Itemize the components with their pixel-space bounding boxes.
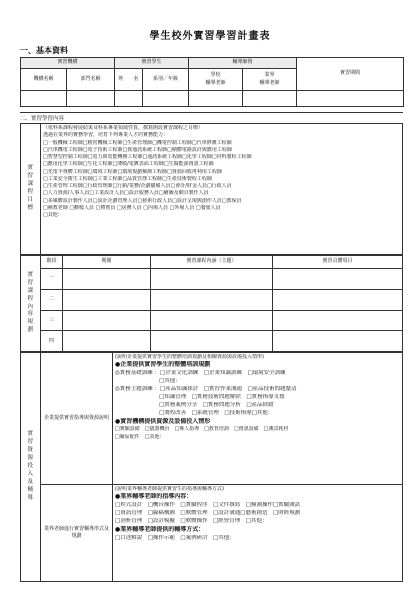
period-value[interactable] — [297, 91, 404, 107]
goal-label: 實 習 課 程 目 標 — [21, 124, 41, 255]
plan-stage: 四 — [41, 331, 63, 352]
goal-table — [20, 123, 403, 255]
group-student-header: 實習學生 — [115, 58, 189, 69]
plan-stage: 二 — [41, 289, 63, 310]
guide-heading: ●業界輔導老師的指導內容： — [115, 493, 193, 501]
goal-checkbox-line[interactable]: □生產管理工程師□行政管理師□行銷/業務/企劃儲備人員□會計/財金人員□行政人員 — [43, 183, 232, 189]
plan-cell[interactable] — [63, 269, 151, 290]
period-header: 實習期間 — [297, 58, 404, 91]
goal-line: （依科系課程發展結果及科系專業領域性質，撰寫開設實習課程之目標） — [43, 125, 204, 131]
corp-checkbox-line[interactable]: □知識管理 □實務技術問題解除 □實務指導支援 — [115, 393, 285, 400]
goal-checkbox-line[interactable]: □智慧型控制工程師□電力與電能轉換工程師□通訊系統工程師□化學工程師□材料製程工程師 — [43, 154, 252, 160]
plan-cell[interactable] — [151, 310, 273, 331]
resources-label: 實 習 資 源 投 入 及 輔 導 — [21, 353, 41, 582]
corp-checkbox-line[interactable]: □廠區配件 □其他： — [115, 433, 165, 440]
plan-cell[interactable] — [63, 289, 151, 310]
goal-checkbox-line[interactable]: □一般機械工程師□精密機械工程師□生產管理師□機電控制工程師□汽車修護工程師 — [43, 139, 232, 146]
corp-support-content — [113, 353, 403, 485]
goal-checkbox-line[interactable]: □汽車機電工程師□電子技術工程師□資通訊系統工程師□積體電路設計與應用工程師 — [43, 146, 232, 153]
guide-heading: ●業界輔導老師提供的輔導方式： — [115, 525, 205, 533]
corp-checkbox-line[interactable]: ◎實務主題訓練 ：□產品知識探討 □實習作業溝通 □產品技術問題釐清 — [115, 385, 297, 392]
goal-checkbox-line[interactable]: □應用化學工程師□生化工程師□薄膜/電鍍表面工程師□生醫能源資訊工程師 — [43, 161, 214, 168]
corp-checkbox-line[interactable]: □實驗設備 □儀器機台 □專人指導 □教育培訓 □資訊設備 □測試耗材 — [115, 426, 289, 433]
goal-checkbox-line[interactable]: □工業安全衛生工程師□工業工程師□品質管理工程師□生產技術製程工程師 — [43, 175, 212, 182]
basic-info-table — [20, 57, 404, 107]
guide-checkbox-line[interactable]: □剖析管理 □設計模擬 □軟體操作 □經營管理 □其他： — [115, 517, 268, 524]
group-teacher-header: 輔導師資 — [189, 58, 297, 69]
industry-teacher-label: 業界 輔導老師 — [243, 69, 297, 91]
corp-heading: ●企業提供實習學生的整體培訓規劃 — [115, 361, 211, 369]
org-name-label: 機構名稱 — [21, 69, 67, 91]
plan-header-items: 實習具體項目 — [273, 256, 403, 269]
school-teacher-label: 學校 輔導老師 — [189, 69, 243, 91]
guide-checkbox-line[interactable]: □資訊管理 □線稿構圖 □軟體管理 □設計溝通□藝術創造 □財經規劃 — [115, 509, 301, 516]
org-name-value[interactable] — [21, 91, 67, 107]
section-divider — [20, 112, 403, 113]
corp-heading: ●實習機構提供資源及設備投入情形 — [115, 417, 211, 425]
plan-stage: 一 — [41, 269, 63, 290]
goal-checkbox-line[interactable]: □補教老師 □櫃檯人員 □禮賓員 □房務人員 □內場人員 □外場人員 □餐旅人員 — [43, 204, 221, 211]
plan-cell[interactable] — [273, 331, 403, 352]
plan-stage: 三 — [41, 310, 63, 331]
goal-checkbox-line[interactable]: □光電半導體工程師□環境工程師□環境規劃檢測工程師□資源回收再利用工程師 — [43, 168, 222, 175]
student-name-value[interactable] — [115, 91, 143, 107]
plan-cell[interactable] — [63, 331, 151, 352]
corp-checkbox-line[interactable]: □實務案例分享 □實務問題分析 □產品除錯 — [115, 401, 274, 408]
plan-cell[interactable] — [63, 310, 151, 331]
plan-header-stage: 階段 — [41, 256, 63, 269]
plan-table — [20, 255, 403, 352]
goal-checkbox-line[interactable]: □其他： — [43, 212, 63, 218]
guide-checkbox-line[interactable]: □程式設計 □機台操作 □實驗程序 □文件撰寫 □檢測操作□實驗測試 — [115, 501, 301, 508]
plan-header-period: 期間 — [63, 256, 151, 269]
plan-cell[interactable] — [273, 269, 403, 290]
plan-cell[interactable] — [273, 310, 403, 331]
corp-checkbox-line[interactable]: ◎實務基礎訓練 ：□企業文化訓練 □企業知識訓練 □環境安全訓練 — [115, 369, 286, 376]
corp-support-label: 企業提供實習指導與資源說明 — [41, 353, 113, 485]
guide-checkbox-line[interactable]: □口述解說 □操作示範 □案例研討 □其他： — [115, 534, 235, 541]
group-org-header: 實習機構 — [21, 58, 115, 69]
section-basic-title: 一、基本資料 — [20, 46, 68, 55]
page-title: 學生校外實習學習計畫表 — [149, 31, 271, 42]
guide-line: (說明業界輔導老師提供實習生的指導與輔導方式) — [115, 486, 224, 492]
plan-header-theme: 實習課程內涵（主題） — [151, 256, 273, 269]
student-name-label: 姓 名 — [115, 69, 143, 91]
corp-checkbox-line[interactable]: □其他： — [115, 377, 181, 384]
resources-table — [20, 352, 403, 582]
school-teacher-value[interactable] — [189, 91, 243, 107]
dept-year-label: 系別／年級 — [143, 69, 189, 91]
goal-checkbox-line[interactable]: □人力資源/人事人員□工業設計人員□設計服務人員□繪圖及網頁製作人員 — [43, 190, 209, 197]
plan-cell[interactable] — [151, 289, 273, 310]
goal-checkbox-line[interactable]: □多媒體設計製作人員□設計企劃管理人員□藝術行政人員□設計呈現與創作人員□教保員 — [43, 197, 242, 204]
dept-name-value[interactable] — [67, 91, 115, 107]
teacher-guidance-content — [113, 485, 403, 582]
section-content-title: 二、實習學習內容 — [20, 116, 65, 122]
goal-line: 透過在業界的實務學習，培育下列專業人才的實務能力： — [43, 132, 169, 139]
plan-cell[interactable] — [151, 331, 273, 352]
teacher-guidance-label: 業界老師進行實習輔導形式及規劃 — [41, 485, 113, 582]
corp-checkbox-line[interactable]: □製程改善 □系統管理 □技術指導□其他： — [115, 409, 274, 416]
dept-name-label: 部門名稱 — [67, 69, 115, 91]
dept-year-value[interactable] — [143, 91, 189, 107]
plan-label: 實 習 課 程 內 容 規 劃 — [21, 256, 41, 352]
goal-content — [41, 124, 403, 255]
industry-teacher-value[interactable] — [243, 91, 297, 107]
plan-cell[interactable] — [273, 289, 403, 310]
plan-cell[interactable] — [151, 269, 273, 290]
corp-line: (說明企業提供實習學生的整體培訓規劃及相關資源與設備投入情形) — [115, 354, 264, 360]
